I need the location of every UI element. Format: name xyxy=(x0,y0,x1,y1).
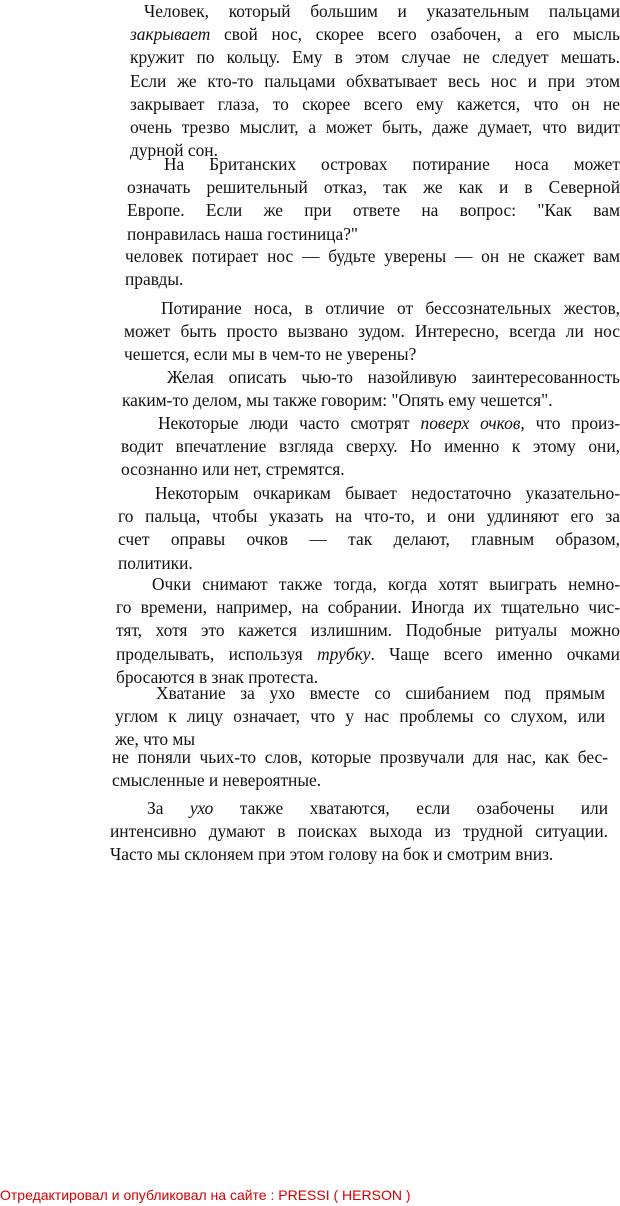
paragraph-line: понравилась наша гостиница?" xyxy=(127,223,359,244)
paragraph-line: закрывает глаза, то скорее всего ему кажется, что он не xyxy=(130,93,620,114)
paragraph-line: Если же кто-то пальцами обхватывает весь нос и при этом xyxy=(130,70,620,91)
paragraph-line: осознанно или нет, стремятся. xyxy=(121,459,345,480)
paragraph-line: углом к лицу означает, что у нас проблемы со слухом, или xyxy=(115,706,605,727)
paragraph-line: может быть просто вызвано зудом. Интересно, всегда ли нос xyxy=(124,321,620,342)
text-run: также хватаются, если озабочены или xyxy=(213,798,609,818)
text-run: свой нос, скорее всего озабочен, а его мысль xyxy=(210,24,620,45)
paragraph-line: очень трезво мыслит, а может быть, даже думает, что видит xyxy=(130,117,620,138)
paragraph-2 xyxy=(127,153,620,246)
italic-word: закрывает xyxy=(130,24,211,45)
paragraph-line xyxy=(116,643,620,666)
text-run: проделывать, используя xyxy=(116,643,318,664)
paragraph-11 xyxy=(110,797,608,867)
paragraph-line: Желая описать чью-то назойливую заинтересованность xyxy=(167,367,620,387)
paragraph-line xyxy=(110,797,608,820)
paragraph-7 xyxy=(118,482,620,575)
paragraph-line: Некоторым очкарикам бывает недостаточно указательно- xyxy=(155,483,620,503)
text-run: . Чаще всего именно очками xyxy=(370,643,620,664)
paragraph-line: смысленные и невероятные. xyxy=(112,770,322,791)
text-run: За xyxy=(147,798,190,818)
text-run: что произ- xyxy=(524,413,620,433)
paragraph-line: Европе. Если же при ответе на вопрос: "Как вам xyxy=(127,200,620,221)
paragraph-5 xyxy=(122,366,620,412)
paragraph-line: Человек, который большим и указательным пальцами xyxy=(144,1,620,21)
paragraph-line: не поняли чьих-то слов, которые прозвучали для нас, как бес- xyxy=(112,747,608,767)
paragraph-line: правды. xyxy=(125,269,184,290)
paragraph-line: Хватание за ухо вместе со сшибанием под прямым xyxy=(156,683,605,703)
paragraph-line: политики. xyxy=(118,552,193,573)
paragraph-line: На Британских островах потирание носа может xyxy=(164,154,620,174)
paragraph-line: чешется, если мы в чем-то не уверены? xyxy=(124,344,417,365)
italic-word: ухо xyxy=(189,798,214,818)
paragraph-8 xyxy=(116,573,620,689)
paragraph-line: тят, хотя это кажется излишним. Подобные ритуалы можно xyxy=(116,620,620,641)
paragraph-4 xyxy=(124,297,620,367)
paragraph-line: дурной сон. xyxy=(130,140,218,161)
italic-word: трубку xyxy=(317,643,371,664)
paragraph-line: человек потирает нос — будьте уверены — он не скажет вам xyxy=(125,246,620,266)
paragraph-10 xyxy=(112,746,608,792)
paragraph-line: же, что мы xyxy=(115,729,196,750)
paragraph-line: го времени, например, на собрании. Иногда их тщательно чис- xyxy=(116,597,620,618)
paragraph-line: Очки снимают также тогда, когда хотят выиграть немно- xyxy=(152,574,620,594)
paragraph-6 xyxy=(121,412,620,482)
paragraph-line: водит впечатление взгляда сверху. Но именно к этому они, xyxy=(121,436,620,457)
paragraph-line: Потирание носа, в отличие от бессознательных жестов, xyxy=(161,298,620,318)
paragraph-line: кружит по кольцу. Ему в этом случае не следует мешать. xyxy=(130,47,620,68)
paragraph-line: интенсивно думают в поисках выхода из трудной ситуации. xyxy=(110,821,608,842)
paragraph-line xyxy=(130,23,620,46)
italic-phrase: поверх очков, xyxy=(420,413,525,433)
paragraph-line: Часто мы склоняем при этом голову на бок и смотрим вниз. xyxy=(110,844,554,865)
paragraph-1 xyxy=(130,0,620,162)
paragraph-line xyxy=(121,412,620,435)
text-run: Некоторые люди часто смотрят xyxy=(158,413,421,433)
paragraph-3 xyxy=(125,245,620,291)
paragraph-line: счет оправы очков — так делают, главным образом, xyxy=(118,529,620,550)
paragraph-line: каким-то делом, мы также говорим: "Опять ему чешется". xyxy=(122,390,553,411)
paragraph-line: го пальца, чтобы указать на что-то, и они удлиняют его за xyxy=(118,506,620,527)
paragraph-line: бросаются в знак протеста. xyxy=(116,666,319,687)
paragraph-line: означать решительный отказ, так же как и в Северной xyxy=(127,177,620,198)
footer-credit: Отредактировал и опубликовал на сайте : PRESSI ( HERSON ) xyxy=(0,1187,411,1203)
paragraph-9 xyxy=(115,682,605,752)
